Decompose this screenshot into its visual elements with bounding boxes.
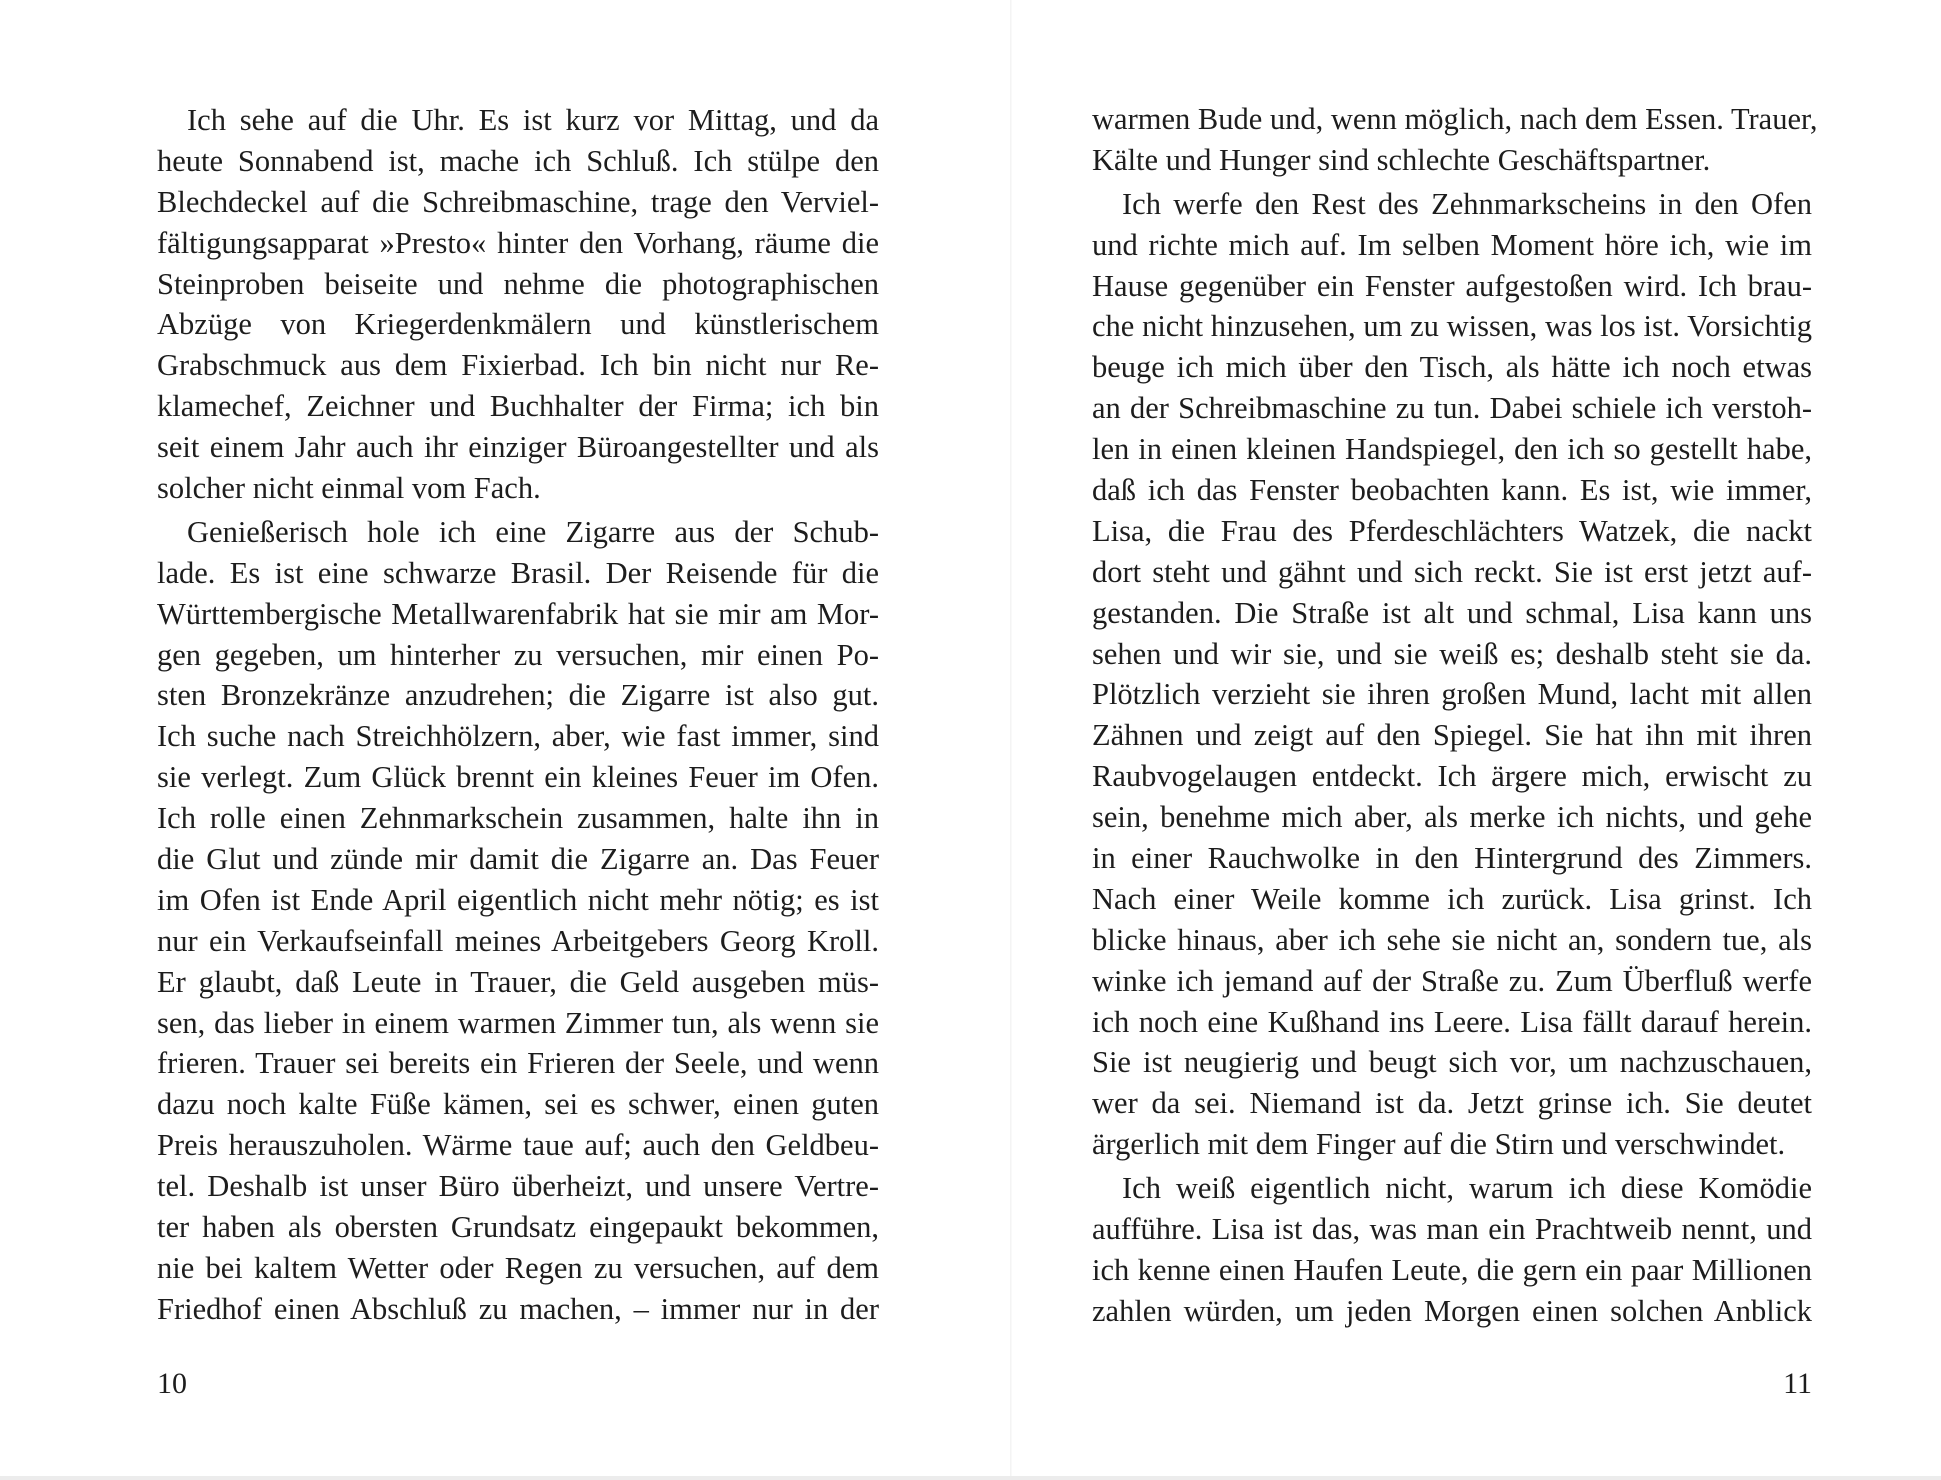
text-line: Ich weiß eigentlich nicht, warum ich diese Komödie xyxy=(1122,1171,1812,1206)
text-line: fältigungsapparat »Presto« hinter den Vorhang, räume die xyxy=(157,225,879,260)
text-line: klamechef, Zeichner und Buchhalter der Firma; ich bin xyxy=(157,389,879,424)
text-line: Hause gegenüber ein Fenster aufgestoßen wird. Ich brau- xyxy=(1092,268,1812,303)
text-line: Württembergische Metallwarenfabrik hat sie mir am Mor- xyxy=(157,596,879,631)
text-line: im Ofen ist Ende April eigentlich nicht mehr nötig; es ist xyxy=(157,882,879,917)
text-line: Raubvogelaugen entdeckt. Ich ärgere mich, erwischt zu xyxy=(1092,759,1812,794)
text-line: Sie ist neugierig und beugt sich vor, um nachzuschauen, xyxy=(1092,1045,1812,1080)
text-line: tel. Deshalb ist unser Büro überheizt, und unsere Vertre- xyxy=(157,1169,879,1204)
text-line: lade. Es ist eine schwarze Brasil. Der Reisende für die xyxy=(157,555,879,590)
text-line: frieren. Trauer sei bereits ein Frieren der Seele, und wenn xyxy=(157,1046,879,1081)
page-bottom-edge xyxy=(0,1476,1941,1480)
text-line: solcher nicht einmal vom Fach. xyxy=(157,471,541,506)
left-page-text xyxy=(157,100,879,1330)
right-page xyxy=(1012,0,1941,1480)
text-line: und richte mich auf. Im selben Moment höre ich, wie im xyxy=(1092,227,1812,262)
text-line: Kälte und Hunger sind schlechte Geschäftspartner. xyxy=(1092,142,1711,177)
text-line: Ich werfe den Rest des Zehnmarkscheins in den Ofen xyxy=(1122,186,1812,221)
text-line: ter haben als obersten Grundsatz eingepaukt bekommen, xyxy=(157,1210,879,1245)
left-page-number: 10 xyxy=(157,1367,187,1400)
text-line: beuge ich mich über den Tisch, als hätte ich noch etwas xyxy=(1092,350,1812,385)
text-line: sein, benehme mich aber, als merke ich nichts, und gehe xyxy=(1092,800,1812,835)
text-line: an der Schreibmaschine zu tun. Dabei schiele ich verstoh- xyxy=(1092,391,1812,426)
text-line: Nach einer Weile komme ich zurück. Lisa grinst. Ich xyxy=(1092,881,1812,916)
text-line: sten Bronzekränze anzudrehen; die Zigarre ist also gut. xyxy=(157,678,879,713)
text-line: heute Sonnabend ist, mache ich Schluß. Ich stülpe den xyxy=(157,143,879,178)
text-line: ärgerlich mit dem Finger auf die Stirn und verschwindet. xyxy=(1092,1127,1786,1162)
text-line: blicke hinaus, aber ich sehe sie nicht an, sondern tue, als xyxy=(1092,922,1812,957)
text-line: dort steht und gähnt und sich reckt. Sie ist erst jetzt auf- xyxy=(1092,554,1812,589)
text-line: aufführe. Lisa ist das, was man ein Prachtweib nennt, und xyxy=(1092,1212,1812,1247)
text-line: ich noch eine Kußhand ins Leere. Lisa fällt darauf herein. xyxy=(1092,1004,1812,1039)
text-line: che nicht hinzusehen, um zu wissen, was los ist. Vorsichtig xyxy=(1092,309,1812,344)
text-line: wer da sei. Niemand ist da. Jetzt grinse ich. Sie deutet xyxy=(1092,1086,1812,1121)
text-line: seit einem Jahr auch ihr einziger Büroangestellter und als xyxy=(157,430,879,465)
text-line: Genießerisch hole ich eine Zigarre aus der Schub- xyxy=(187,514,879,549)
text-line: Abzüge von Kriegerdenkmälern und künstlerischem xyxy=(157,307,879,342)
text-line: die Glut und zünde mir damit die Zigarre an. Das Feuer xyxy=(157,842,879,877)
right-page-text xyxy=(1092,99,1818,1332)
text-line: gen gegeben, um hinterher zu versuchen, mir einen Po- xyxy=(157,637,879,672)
text-line: Ich suche nach Streichhölzern, aber, wie fast immer, sind xyxy=(157,719,879,754)
text-line: Ich rolle einen Zehnmarkschein zusammen, halte ihn in xyxy=(157,801,879,836)
text-line: Steinproben beiseite und nehme die photographischen xyxy=(157,266,879,301)
text-line: Ich sehe auf die Uhr. Es ist kurz vor Mittag, und da xyxy=(187,103,879,137)
text-line: sehen und wir sie, und sie weiß es; deshalb steht sie da. xyxy=(1092,636,1812,671)
text-line: Blechdeckel auf die Schreibmaschine, trage den Verviel- xyxy=(157,184,879,219)
text-line: gestanden. Die Straße ist alt und schmal, Lisa kann uns xyxy=(1092,595,1812,630)
text-line: len in einen kleinen Handspiegel, den ich so gestellt habe, xyxy=(1092,432,1812,467)
text-line: Preis herauszuholen. Wärme taue auf; auch den Geldbeu- xyxy=(157,1128,879,1163)
text-line: Friedhof einen Abschluß zu machen, – immer nur in der xyxy=(157,1291,879,1326)
text-line: in einer Rauchwolke in den Hintergrund des Zimmers. xyxy=(1092,841,1812,876)
text-line: nie bei kaltem Wetter oder Regen zu versuchen, auf dem xyxy=(157,1250,879,1285)
text-line: dazu noch kalte Füße kämen, sei es schwer, einen guten xyxy=(157,1087,879,1122)
text-line: nur ein Verkaufseinfall meines Arbeitgebers Georg Kroll. xyxy=(157,923,879,958)
text-line: Grabschmuck aus dem Fixierbad. Ich bin nicht nur Re- xyxy=(157,348,879,383)
text-line: Plötzlich verzieht sie ihren großen Mund, lacht mit allen xyxy=(1092,677,1812,712)
text-line: ich kenne einen Haufen Leute, die gern ein paar Millionen xyxy=(1092,1252,1812,1287)
text-line: Er glaubt, daß Leute in Trauer, die Geld ausgeben müs- xyxy=(157,964,879,999)
text-line: warmen Bude und, wenn möglich, nach dem Essen. Trauer, xyxy=(1092,102,1818,136)
text-line: zahlen würden, um jeden Morgen einen solchen Anblick xyxy=(1092,1293,1812,1328)
text-line: Zähnen und zeigt auf den Spiegel. Sie hat ihn mit ihren xyxy=(1092,718,1812,753)
text-line: sie verlegt. Zum Glück brennt ein kleines Feuer im Ofen. xyxy=(157,760,879,795)
text-line: daß ich das Fenster beobachten kann. Es ist, wie immer, xyxy=(1092,473,1812,508)
text-line: sen, das lieber in einem warmen Zimmer tun, als wenn sie xyxy=(157,1005,879,1040)
text-line: Lisa, die Frau des Pferdeschlächters Watzek, die nackt xyxy=(1092,513,1812,548)
right-page-number: 11 xyxy=(1783,1367,1812,1400)
text-line: winke ich jemand auf der Straße zu. Zum Überfluß werfe xyxy=(1092,963,1812,998)
